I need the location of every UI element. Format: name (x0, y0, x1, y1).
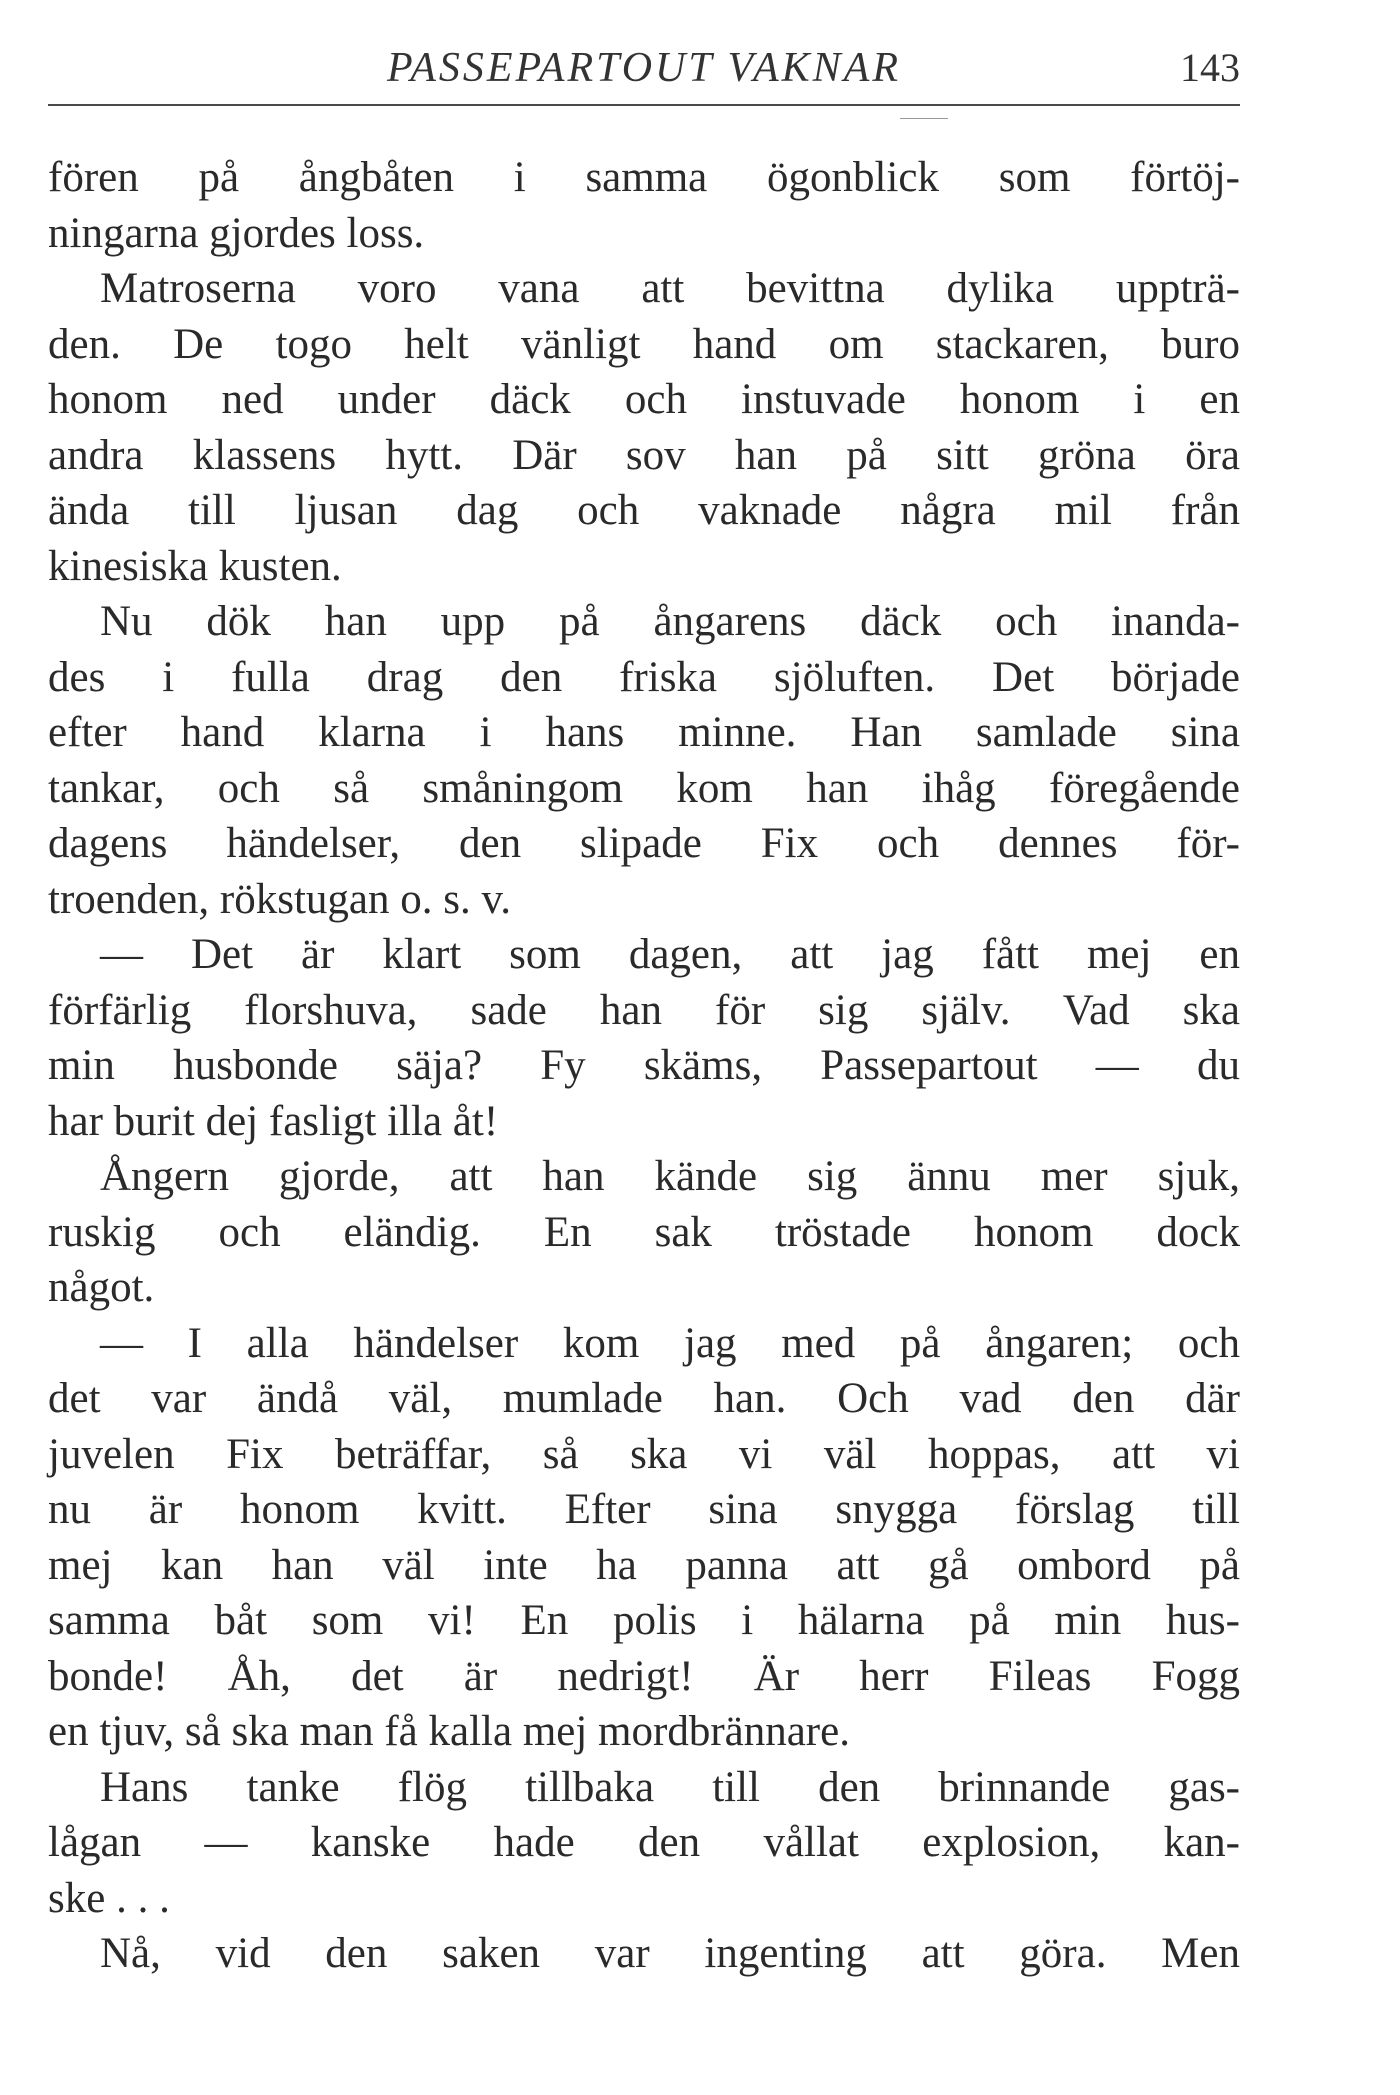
text-line: troenden, rökstugan o. s. v. (48, 875, 511, 923)
text-line: kinesiska kusten. (48, 542, 342, 590)
text-line: fören på ångbåten i samma ögonblick som förtöj- (48, 154, 1240, 201)
text-line: juvelen Fix beträffar, så ska vi väl hoppas, att vi (48, 1430, 1240, 1478)
text-line: Nå, vid den saken var ingenting att göra. Men (100, 1930, 1240, 1977)
text-line: Matroserna voro vana att bevittna dylika uppträ- (100, 265, 1240, 312)
text-line: nu är honom kvitt. Efter sina snygga förslag till (48, 1486, 1240, 1533)
text-line: det var ändå väl, mumlade han. Och vad den där (48, 1375, 1240, 1422)
running-head (48, 40, 1240, 100)
text-line: ända till ljusan dag och vaknade några mil från (48, 487, 1240, 534)
running-title: PASSEPARTOUT VAKNAR (387, 45, 901, 91)
text-line: andra klassens hytt. Där sov han på sitt gröna öra (48, 431, 1240, 479)
header-rule-mark (900, 118, 948, 119)
text-line: Ångern gjorde, att han kände sig ännu mer sjuk, (100, 1153, 1240, 1200)
text-line: har burit dej fasligt illa åt! (48, 1097, 499, 1145)
text-line: ruskig och eländig. En sak tröstade honom dock (48, 1208, 1240, 1256)
text-line: Nu dök han upp på ångarens däck och inanda- (100, 598, 1240, 645)
page-number: 143 (1180, 45, 1240, 90)
text-line: något. (48, 1264, 155, 1311)
text-line: den. De togo helt vänligt hand om stackaren, buro (48, 320, 1240, 368)
text-line: min husbonde säja? Fy skäms, Passepartout — du (48, 1042, 1240, 1089)
text-line: tankar, och så småningom kom han ihåg föregående (48, 764, 1240, 812)
text-line: ske . . . (48, 1874, 170, 1922)
text-line: — I alla händelser kom jag med på ångaren; och (100, 1319, 1240, 1367)
text-line: Hans tanke flög tillbaka till den brinnande gas- (100, 1763, 1240, 1811)
text-line: bonde! Åh, det är nedrigt! Är herr Fileas Fogg (48, 1652, 1240, 1700)
text-line: honom ned under däck och instuvade honom i en (48, 376, 1240, 423)
text-line: mej kan han väl inte ha panna att gå ombord på (48, 1541, 1240, 1589)
text-line: efter hand klarna i hans minne. Han samlade sina (48, 709, 1240, 756)
text-line: — Det är klart som dagen, att jag fått mej en (100, 931, 1240, 978)
text-line: en tjuv, så ska man få kalla mej mordbrännare. (48, 1708, 850, 1755)
text-line: ningarna gjordes loss. (48, 209, 425, 257)
header-rule (48, 104, 1240, 106)
body-text (48, 150, 1240, 1982)
text-line: dagens händelser, den slipade Fix och dennes för- (48, 820, 1240, 867)
text-line: des i fulla drag den friska sjöluften. Det började (48, 653, 1240, 701)
text-line: lågan — kanske hade den vållat explosion, kan- (48, 1819, 1240, 1866)
text-line: förfärlig florshuva, sade han för sig själv. Vad ska (48, 986, 1240, 1034)
text-line: samma båt som vi! En polis i hälarna på min hus- (48, 1597, 1240, 1644)
